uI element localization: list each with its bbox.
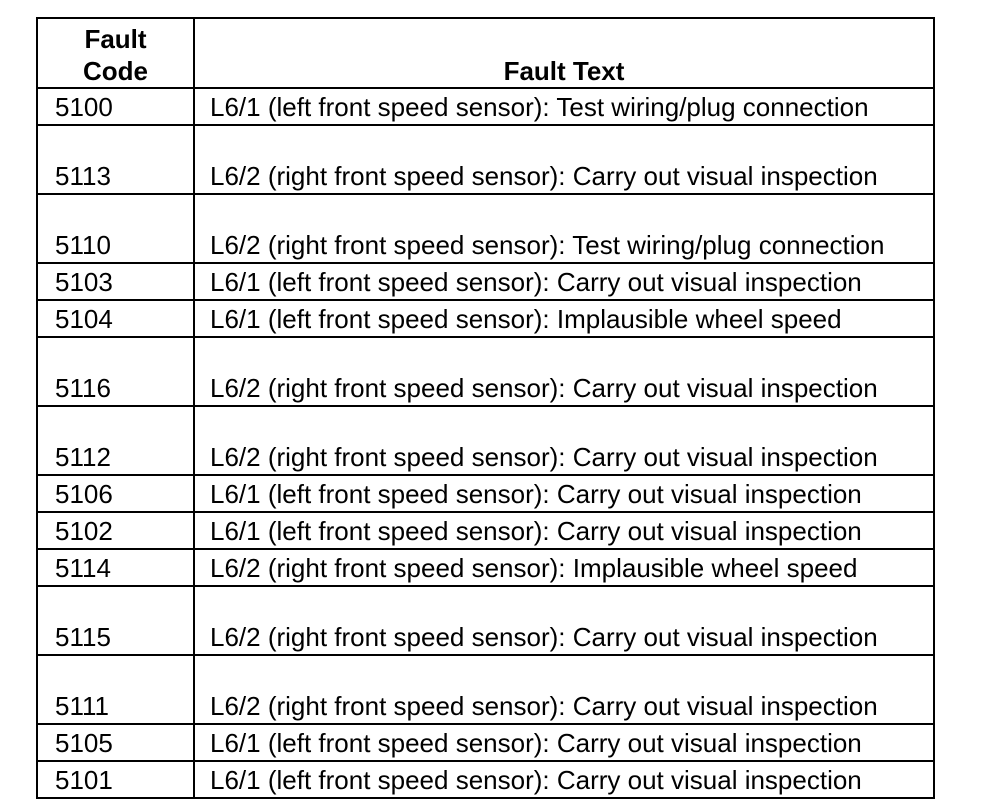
fault-code-table [36, 17, 935, 799]
fault-code-cell: 5111 [37, 655, 194, 724]
table-body [37, 88, 934, 798]
fault-code-cell: 5110 [37, 194, 194, 263]
fault-text-cell: L6/2 (right front speed sensor): Carry out visual inspection [194, 655, 934, 724]
fault-text-cell: L6/1 (left front speed sensor): Carry out visual inspection [194, 475, 934, 512]
table-row [37, 724, 934, 761]
fault-text-cell: L6/2 (right front speed sensor): Carry out visual inspection [194, 406, 934, 475]
fault-code-cell: 5115 [37, 586, 194, 655]
table-header [37, 18, 934, 88]
fault-code-cell: 5101 [37, 761, 194, 798]
table-row [37, 263, 934, 300]
fault-code-cell: 5116 [37, 337, 194, 406]
fault-text-cell: L6/1 (left front speed sensor): Implausible wheel speed [194, 300, 934, 337]
fault-code-cell: 5102 [37, 512, 194, 549]
fault-text-cell: L6/2 (right front speed sensor): Carry out visual inspection [194, 337, 934, 406]
header-fault-code [37, 18, 194, 88]
table-row [37, 194, 934, 263]
header-row [37, 18, 934, 88]
header-fault-code-line1: Fault [84, 24, 147, 54]
fault-code-cell: 5113 [37, 125, 194, 194]
fault-code-cell: 5105 [37, 724, 194, 761]
table-row [37, 761, 934, 798]
fault-text-cell: L6/1 (left front speed sensor): Carry out visual inspection [194, 512, 934, 549]
table-row [37, 512, 934, 549]
table-row [37, 549, 934, 586]
fault-code-cell: 5103 [37, 263, 194, 300]
fault-code-cell: 5114 [37, 549, 194, 586]
table-row [37, 300, 934, 337]
table-row [37, 475, 934, 512]
table-row [37, 88, 934, 125]
fault-text-cell: L6/2 (right front speed sensor): Carry out visual inspection [194, 125, 934, 194]
fault-text-cell: L6/2 (right front speed sensor): Test wiring/plug connection [194, 194, 934, 263]
fault-code-cell: 5112 [37, 406, 194, 475]
table-row [37, 406, 934, 475]
header-fault-text: Fault Text [194, 18, 934, 88]
fault-text-cell: L6/1 (left front speed sensor): Test wiring/plug connection [194, 88, 934, 125]
table-row [37, 586, 934, 655]
fault-text-cell: L6/1 (left front speed sensor): Carry out visual inspection [194, 263, 934, 300]
fault-text-cell: L6/1 (left front speed sensor): Carry out visual inspection [194, 724, 934, 761]
fault-code-cell: 5106 [37, 475, 194, 512]
fault-code-cell: 5100 [37, 88, 194, 125]
header-fault-code-line2: Code [83, 56, 148, 86]
fault-text-cell: L6/2 (right front speed sensor): Implausible wheel speed [194, 549, 934, 586]
table-row [37, 655, 934, 724]
table-row [37, 125, 934, 194]
fault-text-cell: L6/2 (right front speed sensor): Carry out visual inspection [194, 586, 934, 655]
fault-text-cell: L6/1 (left front speed sensor): Carry out visual inspection [194, 761, 934, 798]
fault-code-cell: 5104 [37, 300, 194, 337]
table-row [37, 337, 934, 406]
